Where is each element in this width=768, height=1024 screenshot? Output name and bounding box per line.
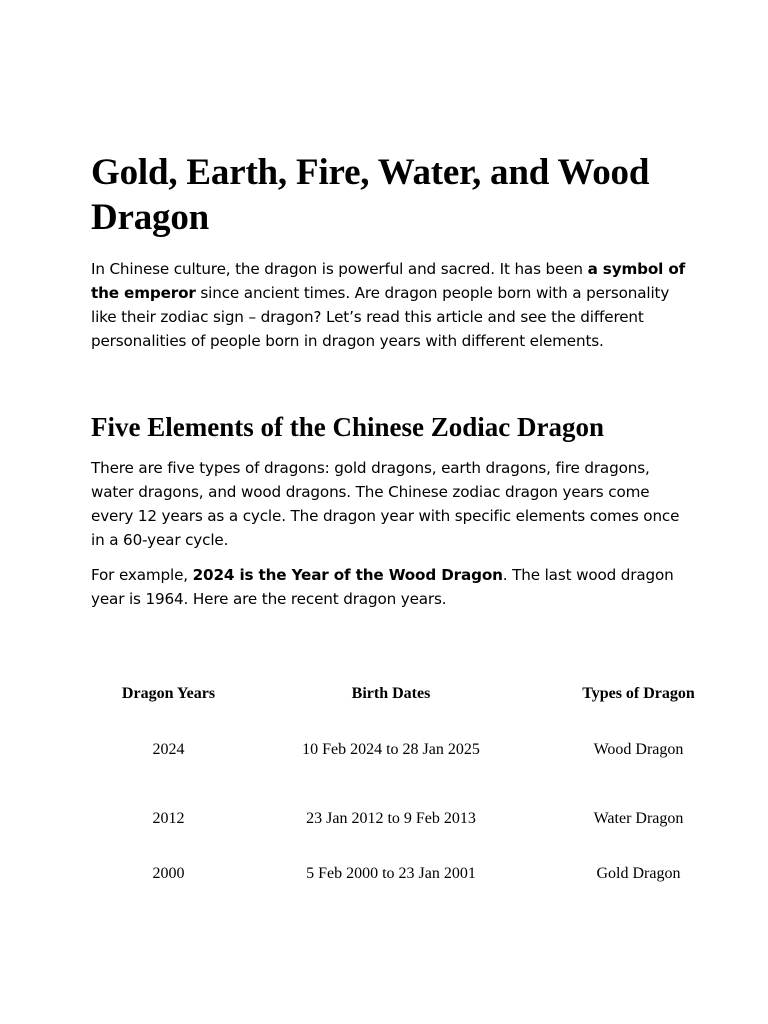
types-paragraph: There are five types of dragons: gold dragons, earth dragons, fire dragons, water dragons, and wood dragons. The Chinese zodiac dragon years come every 12 years as a cycle. The dragon year with specific elements comes once in a 60-year cycle. bbox=[91, 459, 680, 549]
intro-text-end: since ancient times. Are dragon people born with a personality like their zodiac sign – dragon? Let’s read this article and see the different personalities of people born in dragon years with different elements. bbox=[91, 284, 670, 350]
table-row bbox=[91, 791, 741, 846]
example-text-end: . The last wood dragon year is 1964. Here are the recent dragon years. bbox=[91, 566, 674, 608]
intro-paragraph bbox=[91, 257, 691, 353]
intro-text-start: In Chinese culture, the dragon is powerful and sacred. It has been bbox=[91, 260, 588, 278]
cell-year: 2024 bbox=[152, 740, 185, 758]
example-paragraph bbox=[91, 563, 691, 611]
cell-birth-dates: 23 Jan 2012 to 9 Feb 2013 bbox=[306, 809, 476, 827]
cell-dragon-type: Water Dragon bbox=[593, 809, 684, 827]
table-row bbox=[91, 846, 741, 901]
cell-year: 2012 bbox=[152, 809, 185, 827]
page-title: Gold, Earth, Fire, Water, and Wood Dragon bbox=[91, 152, 650, 238]
header-types-of-dragon: Types of Dragon bbox=[582, 685, 695, 702]
example-bold-text: 2024 is the Year of the Wood Dragon bbox=[192, 566, 503, 584]
cell-dragon-type: Gold Dragon bbox=[596, 864, 681, 882]
header-birth-dates: Birth Dates bbox=[351, 685, 431, 702]
table-row bbox=[91, 708, 741, 791]
cell-birth-dates: 10 Feb 2024 to 28 Jan 2025 bbox=[302, 740, 480, 758]
dragon-years-table bbox=[91, 680, 741, 901]
cell-year: 2000 bbox=[152, 864, 185, 882]
header-dragon-years: Dragon Years bbox=[121, 685, 216, 702]
article-body bbox=[91, 150, 691, 632]
table-header-row bbox=[91, 680, 741, 708]
section-heading: Five Elements of the Chinese Zodiac Dragon bbox=[91, 412, 604, 442]
example-text-start: For example, bbox=[91, 566, 193, 584]
intro-bold-text: a symbol of the emperor bbox=[91, 260, 686, 302]
cell-dragon-type: Wood Dragon bbox=[593, 740, 684, 758]
cell-birth-dates: 5 Feb 2000 to 23 Jan 2001 bbox=[306, 864, 476, 882]
